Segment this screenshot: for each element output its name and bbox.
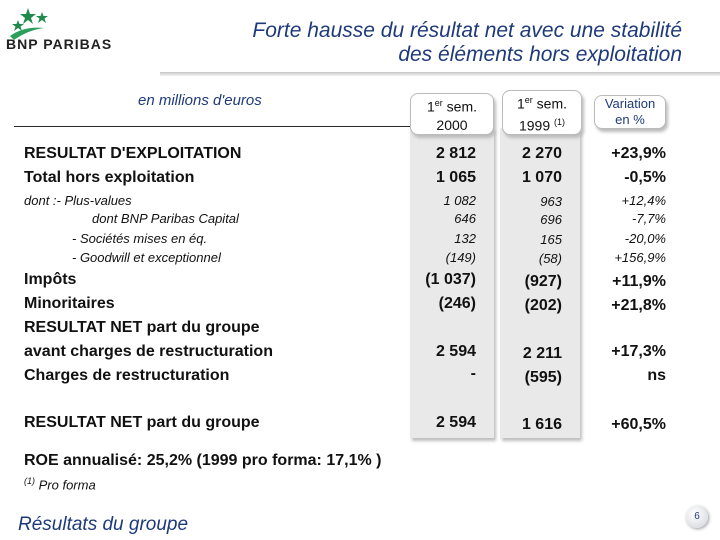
row-value-2000: 1 065: [435, 169, 476, 186]
row-variation: ns: [647, 367, 666, 384]
col1-year: 2000: [436, 116, 468, 133]
row-value-2000: (1 037): [425, 271, 476, 288]
column-header-variation: [594, 95, 666, 129]
col2-suffix: sem.: [532, 95, 568, 112]
row-label: dont :- Plus-values: [24, 193, 132, 208]
row-label: RESULTAT D'EXPLOITATION: [24, 145, 242, 162]
row-value-1999: 696: [540, 212, 562, 227]
row-variation: -20,0%: [624, 231, 666, 246]
row-value-2000: 2 812: [435, 145, 476, 162]
footnote: [24, 476, 96, 492]
row-variation: +12,4%: [621, 193, 666, 208]
row-value-2000: 2 594: [435, 414, 476, 431]
row-value-2000: 646: [454, 211, 476, 226]
row-value-2000: (246): [438, 295, 476, 312]
roe-note: ROE annualisé: 25,2% (1999 pro forma: 17,1% ): [24, 452, 382, 469]
section-title: Résultats du groupe: [18, 514, 189, 535]
row-label: Total hors exploitation: [24, 169, 195, 186]
row-value-2000: (149): [445, 250, 476, 265]
header-divider: [160, 72, 720, 76]
row-variation: +11,9%: [612, 273, 666, 290]
row-value-2000: 132: [454, 231, 476, 246]
col2-prefix: 1: [516, 95, 525, 112]
row-variation: +60,5%: [611, 416, 666, 433]
row-value-1999: 1 070: [521, 169, 562, 186]
page-number: 6: [686, 506, 708, 528]
row-label: RESULTAT NET part du groupe: [24, 414, 260, 431]
column-header-1999: [502, 90, 582, 135]
bnp-paribas-logo: [4, 6, 154, 64]
row-label: - Sociétés mises en éq.: [72, 231, 208, 246]
footnote-mark: (1): [24, 476, 35, 486]
row-label: Minoritaires: [24, 295, 115, 312]
row-variation: +23,9%: [611, 145, 666, 162]
col3-line1: Variation: [604, 96, 656, 111]
units-label: en millions d'euros: [138, 92, 262, 109]
row-value-2000: 1 082: [443, 193, 476, 208]
row-value-1999: 1 616: [521, 416, 562, 433]
row-label: dont BNP Paribas Capital: [92, 211, 239, 226]
col1-sup: er: [434, 98, 443, 108]
col2-note: (1): [554, 116, 566, 127]
row-label: Charges de restructuration: [24, 367, 230, 384]
footnote-text: Pro forma: [35, 477, 96, 493]
row-value-1999: 963: [540, 194, 562, 209]
slide-title-line-2: des éléments hors exploitation: [398, 43, 682, 66]
col1-prefix: 1: [426, 98, 435, 115]
row-value-1999: 2 270: [521, 145, 562, 162]
col1-suffix: sem.: [442, 98, 478, 115]
row-value-1999: (927): [524, 273, 562, 290]
logo-text: BNP PARIBAS: [6, 36, 113, 52]
row-value-1999: (595): [524, 369, 562, 386]
col2-year: 1999: [518, 117, 551, 134]
row-value-1999: (202): [524, 297, 562, 314]
row-label: avant charges de restructuration: [24, 343, 273, 360]
row-label: Impôts: [24, 271, 77, 288]
row-variation: +21,8%: [611, 297, 666, 314]
row-variation: -0,5%: [624, 169, 666, 186]
col2-sup: er: [524, 95, 533, 105]
row-value-1999: (58): [538, 251, 562, 266]
row-label: - Goodwill et exceptionnel: [72, 250, 221, 265]
slide-title-line-1: Forte hausse du résultat net avec une stabilité: [252, 19, 682, 42]
row-label: RESULTAT NET part du groupe: [24, 319, 260, 336]
row-value-2000: -: [470, 365, 476, 382]
col3-line2: en %: [615, 112, 645, 127]
row-value-2000: 2 594: [435, 343, 476, 360]
column-header-2000: [410, 93, 494, 135]
row-variation: -7,7%: [632, 211, 666, 226]
row-variation: +156,9%: [614, 250, 666, 265]
row-variation: +17,3%: [611, 343, 666, 360]
header-underline: [14, 126, 410, 127]
row-value-1999: 165: [540, 232, 562, 247]
row-value-1999: 2 211: [522, 345, 562, 362]
